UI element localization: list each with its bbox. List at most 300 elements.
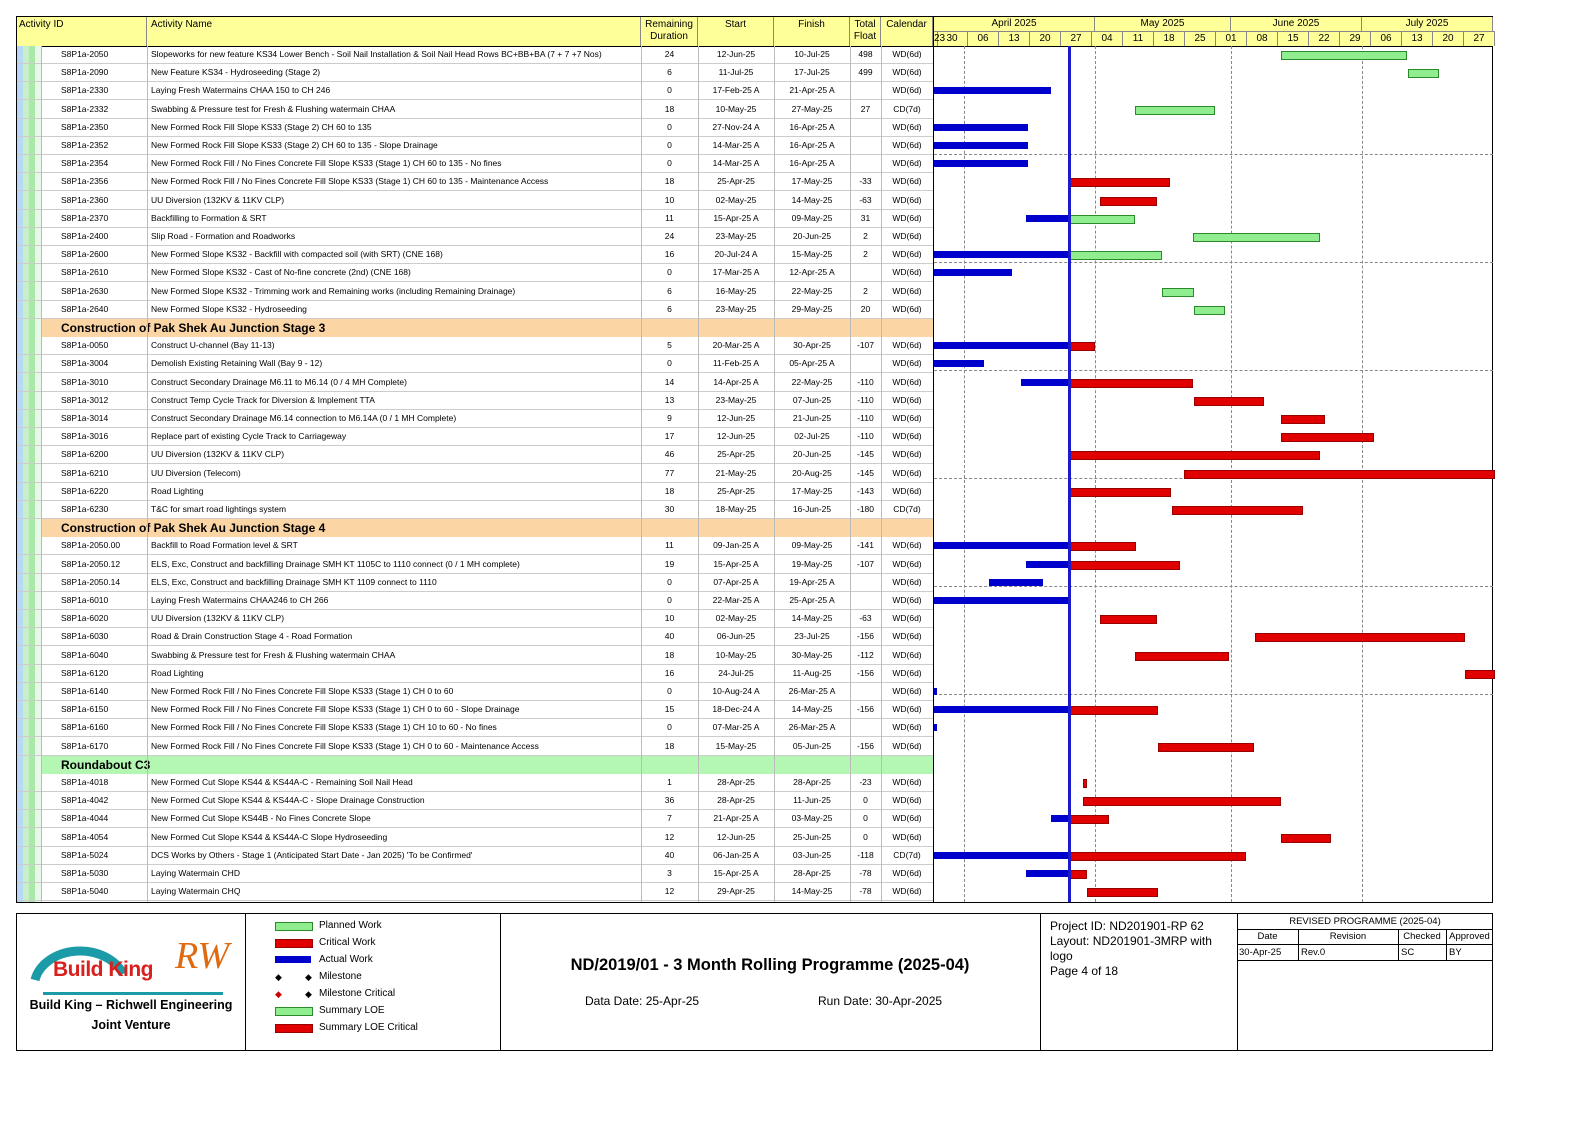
finish-date: 26-Mar-25 A — [788, 686, 836, 696]
start-date: 20-Mar-25 A — [712, 340, 760, 350]
activity-name: Demolish Existing Retaining Wall (Bay 9 - 12) — [151, 358, 323, 368]
activity-name: UU Diversion (132KV & 11KV CLP) — [151, 613, 285, 623]
activity-name: New Formed Slope KS32 - Hydroseeding — [151, 304, 307, 314]
finish-date: 21-Jun-25 — [792, 413, 832, 423]
week-label: 27 — [1061, 31, 1092, 46]
remaining-duration: 46 — [664, 449, 675, 459]
start-date: 15-Apr-25 A — [713, 559, 759, 569]
activity-id: S8P1a-6160 — [61, 722, 109, 732]
finish-date: 26-Mar-25 A — [788, 722, 836, 732]
remaining-duration: 10 — [664, 613, 675, 623]
table-row[interactable] — [17, 82, 933, 100]
start-date: 25-Apr-25 — [717, 486, 755, 496]
revision-heading: REVISED PROGRAMME (2025-04) — [1289, 916, 1441, 927]
total-float: 2 — [863, 249, 868, 259]
calendar: WD(6d) — [892, 286, 922, 296]
legend-swatch: ◆ ◆ — [275, 972, 312, 982]
critical-bar[interactable] — [1069, 870, 1087, 879]
start-date: 02-May-25 — [715, 613, 757, 623]
table-row[interactable] — [17, 865, 933, 883]
revision-table — [1237, 914, 1493, 961]
critical-bar[interactable] — [1281, 433, 1374, 442]
week-label: 27 — [1464, 31, 1495, 46]
critical-bar[interactable] — [1083, 779, 1087, 788]
total-float: -145 — [856, 468, 874, 478]
finish-date: 17-May-25 — [791, 486, 833, 496]
data-date: Data Date: 25-Apr-25 — [585, 994, 700, 1008]
start-date: 21-May-25 — [715, 468, 757, 478]
table-row[interactable] — [17, 46, 933, 64]
logo-line2: Joint Venture — [91, 1018, 171, 1032]
table-row[interactable] — [17, 810, 933, 828]
gantt-chart — [933, 46, 1493, 902]
activity-id: S8P1a-2360 — [61, 195, 109, 205]
remaining-duration: 18 — [664, 104, 675, 114]
finish-date: 22-May-25 — [791, 377, 833, 387]
calendar: WD(6d) — [892, 813, 922, 823]
rev-approved: BY — [1449, 947, 1462, 958]
activity-name: Slip Road - Formation and Roadworks — [151, 231, 296, 241]
planned-bar[interactable] — [1193, 233, 1320, 242]
group-header[interactable]: Construction of Pak Shek Au Junction Stage 4 — [41, 519, 933, 537]
start-date: 20-Jul-24 A — [714, 249, 758, 259]
critical-bar[interactable] — [1135, 652, 1229, 661]
table-row[interactable] — [17, 556, 933, 574]
table-row[interactable] — [17, 101, 933, 119]
actual-bar[interactable] — [934, 269, 1012, 276]
legend-label: Critical Work — [319, 937, 376, 948]
remaining-duration: 6 — [667, 304, 672, 314]
critical-bar[interactable] — [1069, 852, 1246, 861]
table-row[interactable] — [17, 119, 933, 137]
finish-date: 14-May-25 — [791, 704, 833, 714]
activity-name: New Formed Slope KS32 - Trimming work and Remaining works (including Remaining Drainage) — [151, 286, 516, 296]
row-gridline — [934, 586, 1493, 587]
finish-date: 28-Apr-25 — [793, 777, 831, 787]
total-float: -63 — [859, 195, 872, 205]
remaining-duration: 18 — [664, 741, 675, 751]
divider — [500, 914, 501, 1050]
table-row[interactable] — [17, 64, 933, 82]
total-float: -143 — [856, 486, 874, 496]
finish-date: 27-May-25 — [791, 104, 833, 114]
total-float: 31 — [860, 213, 871, 223]
legend-label: Milestone — [319, 971, 362, 982]
planned-bar[interactable] — [1069, 251, 1162, 260]
table-row[interactable] — [17, 665, 933, 683]
critical-bar[interactable] — [1069, 706, 1158, 715]
activity-name: New Formed Cut Slope KS44 & KS44A-C Slope Hydroseeding — [151, 832, 388, 842]
calendar: CD(7d) — [893, 504, 921, 514]
activity-id: S8P1a-2090 — [61, 67, 109, 77]
start-date: 12-Jun-25 — [716, 431, 756, 441]
calendar: WD(6d) — [892, 158, 922, 168]
activity-id: S8P1a-6020 — [61, 613, 109, 623]
table-row[interactable] — [17, 610, 933, 628]
start-date: 14-Apr-25 A — [713, 377, 759, 387]
table-row[interactable] — [17, 628, 933, 646]
activity-name: New Formed Rock Fill / No Fines Concrete Fill Slope KS33 (Stage 1) CH 0 to 60 — [151, 686, 454, 696]
table-row[interactable] — [17, 592, 933, 610]
rev-col-approved: Approved — [1449, 931, 1490, 942]
start-date: 02-May-25 — [715, 195, 757, 205]
start-date: 07-Apr-25 A — [713, 577, 759, 587]
planned-bar[interactable] — [1408, 69, 1439, 78]
table-row[interactable] — [17, 374, 933, 392]
critical-bar[interactable] — [1281, 834, 1331, 843]
calendar: WD(6d) — [892, 67, 922, 77]
total-float: -107 — [856, 340, 874, 350]
finish-date: 14-May-25 — [791, 195, 833, 205]
critical-bar[interactable] — [1281, 415, 1325, 424]
remaining-duration: 0 — [667, 267, 672, 277]
activity-name: Replace part of existing Cycle Track to Carriageway — [151, 431, 347, 441]
month-label: June 2025 — [1231, 17, 1362, 31]
calendar: WD(6d) — [892, 358, 922, 368]
critical-bar[interactable] — [1255, 633, 1465, 642]
actual-bar[interactable] — [934, 251, 1069, 258]
calendar: WD(6d) — [892, 468, 922, 478]
actual-bar[interactable] — [934, 852, 1069, 859]
total-float: -78 — [859, 868, 872, 878]
finish-date: 30-Apr-25 — [793, 340, 831, 350]
table-row[interactable] — [17, 355, 933, 373]
activity-name: ELS, Exc, Construct and backfilling Drainage SMH KT 1105C to 1110 connect (0 / 1 MH complete) — [151, 559, 520, 569]
actual-bar[interactable] — [934, 124, 1028, 131]
table-row[interactable] — [17, 647, 933, 665]
week-label: 30 — [937, 31, 968, 46]
actual-bar[interactable] — [934, 342, 1069, 349]
table-row[interactable] — [17, 465, 933, 483]
total-float: -110 — [857, 431, 874, 441]
col-start[interactable]: Start — [698, 17, 774, 46]
col-remaining-duration[interactable]: Remaining Duration — [641, 17, 698, 46]
remaining-duration: 18 — [664, 650, 675, 660]
activity-id: S8P1a-3012 — [61, 395, 109, 405]
remaining-duration: 19 — [664, 559, 675, 569]
critical-bar[interactable] — [1069, 542, 1136, 551]
table-row[interactable] — [17, 410, 933, 428]
critical-bar[interactable] — [1184, 470, 1495, 479]
start-date: 21-Apr-25 A — [713, 813, 759, 823]
activity-id: S8P1a-2050.00 — [61, 540, 121, 550]
start-date: 15-Apr-25 A — [713, 213, 759, 223]
total-float: 499 — [858, 67, 873, 77]
table-row[interactable] — [17, 337, 933, 355]
col-finish[interactable]: Finish — [774, 17, 850, 46]
calendar: WD(6d) — [892, 195, 922, 205]
calendar: WD(6d) — [892, 85, 922, 95]
remaining-duration: 0 — [667, 686, 672, 696]
week-label: 25 — [1185, 31, 1216, 46]
table-row[interactable] — [17, 246, 933, 264]
total-float: -156 — [856, 704, 874, 714]
remaining-duration: 1 — [667, 777, 672, 787]
week-label: 06 — [1371, 31, 1402, 46]
col-activity-name[interactable]: Activity Name — [147, 17, 641, 46]
actual-bar[interactable] — [934, 597, 1069, 604]
actual-bar[interactable] — [934, 87, 1051, 94]
start-date: 14-Mar-25 A — [712, 158, 760, 168]
critical-bar[interactable] — [1069, 561, 1180, 570]
critical-bar[interactable] — [1100, 197, 1157, 206]
activity-id: S8P1a-6040 — [61, 650, 109, 660]
remaining-duration: 0 — [667, 577, 672, 587]
project-info — [1050, 919, 1235, 979]
table-row[interactable] — [17, 792, 933, 810]
remaining-duration: 13 — [664, 395, 675, 405]
logo-buildking: Build King — [53, 958, 153, 981]
legend-swatch — [275, 956, 311, 963]
activity-id: S8P1a-2354 — [61, 158, 109, 168]
col-activity-id[interactable]: Activity ID — [17, 17, 147, 46]
rev-col-date: Date — [1257, 931, 1278, 942]
group-header[interactable]: Construction of Pak Shek Au Junction Stage 3 — [41, 319, 933, 337]
legend-swatch — [275, 1007, 313, 1016]
table-row[interactable] — [17, 883, 933, 901]
activity-id: S8P1a-3004 — [61, 358, 109, 368]
week-label: 23 — [934, 33, 946, 44]
legend-swatch — [275, 922, 313, 931]
finish-date: 23-Jul-25 — [794, 631, 830, 641]
table-row[interactable] — [17, 173, 933, 191]
start-date: 14-Mar-25 A — [712, 140, 760, 150]
critical-bar[interactable] — [1194, 397, 1264, 406]
remaining-duration: 18 — [664, 486, 675, 496]
start-date: 06-Jan-25 A — [713, 850, 759, 860]
actual-bar[interactable] — [1021, 379, 1069, 386]
activity-name: New Feature KS34 - Hydroseeding (Stage 2) — [151, 67, 321, 77]
legend-label: Summary LOE Critical — [319, 1022, 418, 1033]
activity-id: S8P1a-2600 — [61, 249, 109, 259]
legend-label: Summary LOE — [319, 1005, 385, 1016]
calendar: WD(6d) — [892, 377, 922, 387]
calendar: WD(6d) — [892, 176, 922, 186]
activity-name: Road Lighting — [151, 668, 204, 678]
start-date: 15-Apr-25 A — [713, 868, 759, 878]
activity-id: S8P1a-4042 — [61, 795, 109, 805]
week-label: 20 — [1030, 31, 1061, 46]
total-float: -110 — [857, 413, 874, 423]
table-row[interactable] — [17, 392, 933, 410]
critical-bar[interactable] — [1100, 615, 1157, 624]
activity-id: S8P1a-6120 — [61, 668, 109, 678]
remaining-duration: 12 — [664, 832, 675, 842]
run-date: Run Date: 30-Apr-2025 — [818, 994, 943, 1008]
row-gridline — [934, 694, 1493, 695]
start-date: 11-Jul-25 — [718, 67, 754, 77]
actual-bar[interactable] — [934, 360, 984, 367]
finish-date: 29-May-25 — [791, 304, 833, 314]
remaining-duration: 40 — [664, 850, 675, 860]
actual-bar[interactable] — [934, 724, 937, 731]
actual-bar[interactable] — [1051, 815, 1069, 822]
remaining-duration: 3 — [667, 868, 672, 878]
table-row[interactable] — [17, 228, 933, 246]
table-row[interactable] — [17, 264, 933, 282]
finish-date: 22-May-25 — [791, 286, 833, 296]
planned-bar[interactable] — [1162, 288, 1194, 297]
table-row[interactable] — [17, 701, 933, 719]
table-row[interactable] — [17, 537, 933, 555]
week-label: 20 — [1433, 31, 1464, 46]
activity-id: S8P1a-4018 — [61, 777, 109, 787]
critical-bar[interactable] — [1069, 342, 1095, 351]
activity-id: S8P1a-2640 — [61, 304, 109, 314]
week-label: 13 — [1402, 31, 1433, 46]
table-row[interactable] — [17, 483, 933, 501]
column-divider — [774, 46, 775, 902]
activity-name: New Formed Rock Fill / No Fines Concrete Fill Slope KS33 (Stage 1) CH 0 to 60 - Maintenance Access — [151, 741, 539, 751]
actual-bar[interactable] — [989, 579, 1043, 586]
activity-id: S8P1a-2050.12 — [61, 559, 121, 569]
critical-bar[interactable] — [1083, 797, 1281, 806]
actual-bar[interactable] — [934, 142, 1028, 149]
activity-name: New Formed Cut Slope KS44 & KS44A-C - Remaining Soil Nail Head — [151, 777, 413, 787]
calendar: WD(6d) — [892, 741, 922, 751]
table-row[interactable] — [17, 137, 933, 155]
start-date: 09-Jan-25 A — [713, 540, 759, 550]
start-date: 28-Apr-25 — [717, 777, 755, 787]
planned-bar[interactable] — [1281, 51, 1407, 60]
remaining-duration: 77 — [664, 468, 675, 478]
actual-bar[interactable] — [934, 160, 1028, 167]
activity-name: Construct Secondary Drainage M6.14 connection to M6.14A (0 / 1 MH Complete) — [151, 413, 457, 423]
activity-id: S8P1a-6170 — [61, 741, 109, 751]
week-label: 13 — [999, 31, 1030, 46]
critical-bar[interactable] — [1069, 815, 1109, 824]
remaining-duration: 11 — [665, 540, 674, 550]
activity-id: S8P1a-6200 — [61, 449, 109, 459]
actual-bar[interactable] — [1026, 561, 1069, 568]
activity-id: S8P1a-0050 — [61, 340, 109, 350]
total-float: -145 — [856, 449, 874, 459]
table-row[interactable] — [17, 829, 933, 847]
remaining-duration: 17 — [664, 431, 675, 441]
col-total-float[interactable]: Total Float — [850, 17, 881, 46]
calendar: WD(6d) — [892, 540, 922, 550]
calendar: WD(6d) — [892, 267, 922, 277]
table-row[interactable] — [17, 847, 933, 865]
total-float: -156 — [856, 631, 874, 641]
activity-name: UU Diversion (132KV & 11KV CLP) — [151, 449, 285, 459]
week-label: 22 — [1309, 31, 1340, 46]
actual-bar[interactable] — [934, 706, 1069, 713]
activity-name: Laying Watermain CHQ — [151, 886, 241, 896]
table-row[interactable] — [17, 501, 933, 519]
table-header — [17, 17, 933, 47]
title-block — [16, 913, 1493, 1051]
actual-bar[interactable] — [934, 688, 937, 695]
activity-name: DCS Works by Others - Stage 1 (Anticipated Start Date - Jan 2025) 'To be Confirmed' — [151, 850, 473, 860]
calendar: WD(6d) — [892, 395, 922, 405]
planned-bar[interactable] — [1194, 306, 1225, 315]
table-row[interactable] — [17, 574, 933, 592]
layout-name: Layout: ND201901-3MRP with logo — [1050, 934, 1212, 963]
activity-name: Backfill to Road Formation level & SRT — [151, 540, 298, 550]
table-row[interactable] — [17, 283, 933, 301]
table-row[interactable] — [17, 774, 933, 792]
critical-bar[interactable] — [1069, 178, 1170, 187]
activity-id: S8P1a-2350 — [61, 122, 109, 132]
finish-date: 02-Jul-25 — [794, 431, 830, 441]
calendar: WD(6d) — [892, 304, 922, 314]
start-date: 07-Mar-25 A — [712, 722, 760, 732]
table-row[interactable] — [17, 155, 933, 173]
critical-bar[interactable] — [1158, 743, 1254, 752]
report-title: ND/2019/01 - 3 Month Rolling Programme (2025-04) — [570, 956, 970, 974]
total-float: -107 — [856, 559, 874, 569]
activity-name: ELS, Exc, Construct and backfilling Drainage SMH KT 1109 connect to 1110 — [151, 577, 437, 587]
planned-bar[interactable] — [1135, 106, 1215, 115]
remaining-duration: 18 — [664, 176, 675, 186]
finish-date: 21-Apr-25 A — [789, 85, 835, 95]
activity-id: S8P1a-2356 — [61, 176, 109, 186]
week-label: 04 — [1092, 31, 1123, 46]
actual-bar[interactable] — [1026, 215, 1069, 222]
activity-name: New Formed Slope KS32 - Backfill with compacted soil (with SRT) (CNE 168) — [151, 249, 443, 259]
start-date: 10-May-25 — [715, 650, 757, 660]
company-logo — [31, 934, 231, 994]
remaining-duration: 0 — [667, 358, 672, 368]
remaining-duration: 10 — [664, 195, 675, 205]
start-date: 12-Jun-25 — [716, 49, 756, 59]
calendar: WD(6d) — [892, 686, 922, 696]
table-row[interactable] — [17, 301, 933, 319]
planned-bar[interactable] — [1069, 215, 1135, 224]
critical-bar[interactable] — [1069, 488, 1171, 497]
calendar: WD(6d) — [892, 868, 922, 878]
total-float: -156 — [856, 668, 874, 678]
actual-bar[interactable] — [1026, 870, 1069, 877]
column-divider — [41, 46, 42, 902]
activity-id: S8P1a-2630 — [61, 286, 109, 296]
critical-bar[interactable] — [1465, 670, 1495, 679]
remaining-duration: 12 — [664, 886, 675, 896]
activity-id: S8P1a-2330 — [61, 85, 109, 95]
critical-bar[interactable] — [1069, 451, 1320, 460]
actual-bar[interactable] — [934, 542, 1069, 549]
finish-date: 17-May-25 — [791, 176, 833, 186]
group-header[interactable]: Roundabout C3 — [41, 756, 933, 774]
activity-name: Road Lighting — [151, 486, 204, 496]
table-row[interactable] — [17, 428, 933, 446]
week-label: 08 — [1247, 31, 1278, 46]
calendar: CD(7d) — [893, 850, 921, 860]
table-row[interactable] — [17, 210, 933, 228]
critical-bar[interactable] — [1172, 506, 1303, 515]
col-calendar[interactable]: Calendar — [881, 17, 933, 46]
table-row[interactable] — [17, 446, 933, 464]
remaining-duration: 0 — [667, 595, 672, 605]
table-row[interactable] — [17, 683, 933, 701]
start-date: 11-Feb-25 A — [712, 358, 760, 368]
activity-id: S8P1a-6220 — [61, 486, 109, 496]
table-row[interactable] — [17, 719, 933, 737]
table-row[interactable] — [17, 192, 933, 210]
remaining-duration: 40 — [664, 631, 675, 641]
total-float: 0 — [863, 795, 868, 805]
week-label: 06 — [968, 31, 999, 46]
critical-bar[interactable] — [1069, 379, 1193, 388]
finish-date: 05-Jun-25 — [792, 741, 832, 751]
activity-id: S8P1a-2370 — [61, 213, 109, 223]
table-row[interactable] — [17, 738, 933, 756]
critical-bar[interactable] — [1087, 888, 1158, 897]
finish-date: 12-Apr-25 A — [789, 267, 835, 277]
column-divider — [850, 46, 851, 902]
finish-date: 07-Jun-25 — [792, 395, 832, 405]
